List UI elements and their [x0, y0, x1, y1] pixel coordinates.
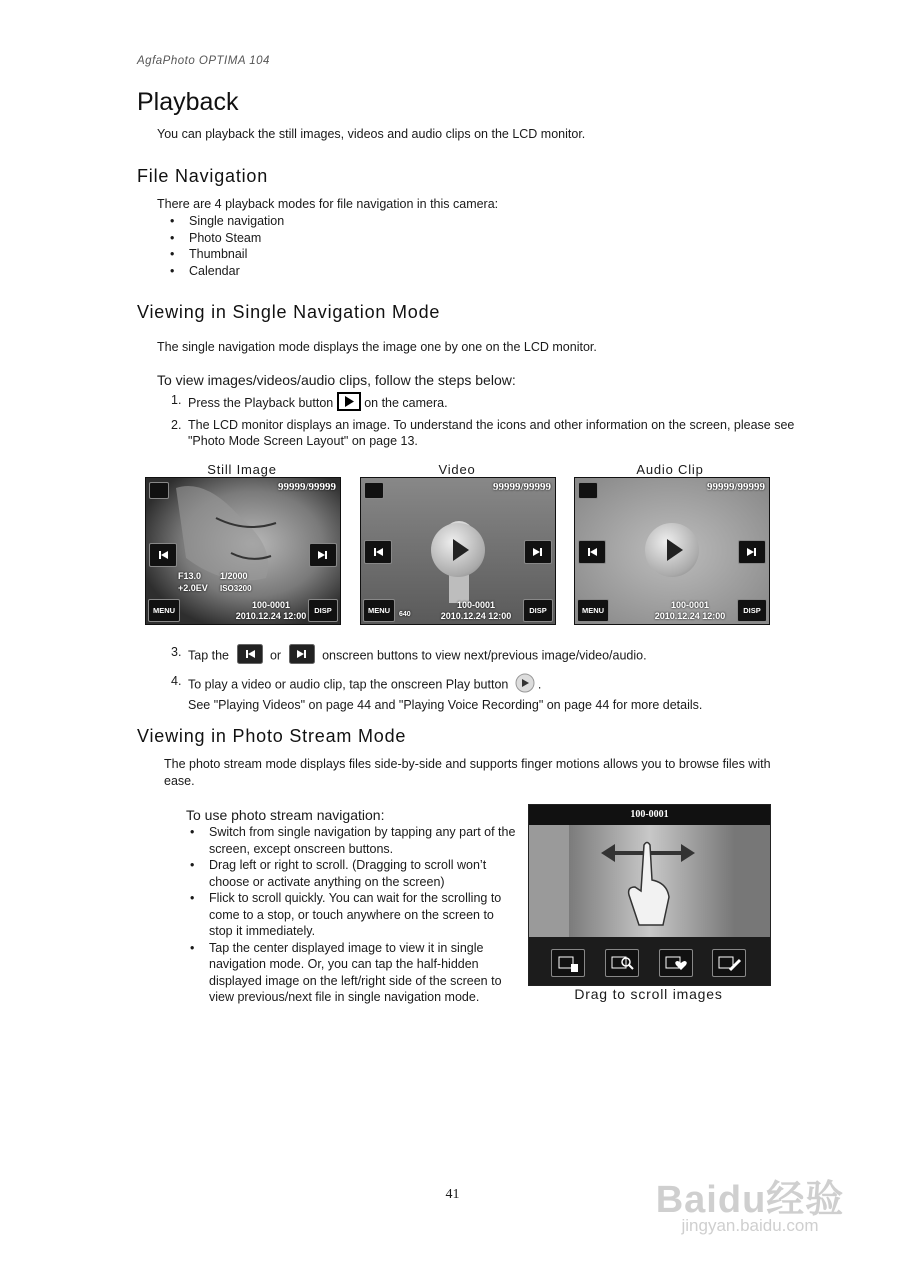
baidu-watermark-url: jingyan.baidu.com	[681, 1216, 819, 1235]
disp-button[interactable]: DISP	[308, 599, 338, 622]
step-1: 1. Press the Playback button on the camera.	[157, 392, 797, 416]
playback-button-icon	[337, 392, 361, 416]
file-navigation-heading: File Navigation	[137, 166, 269, 186]
list-item: • Calendar	[170, 263, 284, 280]
still-image-screen	[145, 477, 341, 625]
next-button[interactable]	[524, 540, 552, 564]
list-item: • Single navigation	[170, 213, 284, 230]
single-navigation-desc: The single navigation mode displays the image one by one on the LCD monitor.	[157, 340, 597, 354]
page-number: 41	[445, 1187, 460, 1202]
shutter-speed: 1/2000	[220, 571, 248, 581]
file-info: 100-0001 2010.12.24 12:00	[654, 600, 726, 621]
photo-stream-screen	[528, 804, 771, 986]
playback-mode-icon	[578, 482, 598, 499]
file-counter: 99999/99999	[277, 481, 336, 493]
next-button[interactable]	[738, 540, 766, 564]
edit-button[interactable]	[712, 949, 746, 977]
caption-audio-clip: Audio Clip	[636, 462, 704, 477]
list-item: • Switch from single navigation by tapping any part of the screen, except onscreen buttons.	[190, 824, 516, 857]
file-info: 100-0001 2010.12.24 12:00	[440, 600, 512, 621]
favorite-button[interactable]	[659, 949, 693, 977]
playback-modes-list	[170, 213, 284, 279]
menu-button[interactable]: MENU	[363, 599, 395, 622]
caption-video: Video	[438, 462, 476, 477]
steps-list	[157, 392, 797, 450]
stream-images	[529, 825, 770, 937]
aperture-value: F13.0	[178, 571, 202, 581]
stream-toolbar	[529, 937, 770, 985]
list-item: • Photo Steam	[170, 230, 284, 247]
intro-text: You can playback the still images, videos and audio clips on the LCD monitor.	[157, 127, 586, 141]
previous-button[interactable]	[578, 540, 606, 564]
step-4: 4. To play a video or audio clip, tap the onscreen Play button . See "Playing Videos" on page 44 and "Playing Voice Recording" on page 44 for more details.	[171, 673, 703, 712]
play-button[interactable]	[431, 523, 485, 577]
next-icon	[289, 644, 315, 669]
playback-mode-icon	[149, 482, 169, 499]
list-item: • Thumbnail	[170, 246, 284, 263]
exposure-compensation: +2.0EV	[178, 583, 208, 593]
caption-still-image: Still Image	[207, 462, 277, 477]
list-item: • Tap the center displayed image to view it in single navigation mode. Or, you can tap the half-hidden displayed image on the left/right side of the screen to view previous/next file in single navigation mode.	[190, 940, 516, 1006]
audio-clip-screen	[574, 477, 770, 625]
play-button[interactable]	[645, 523, 699, 577]
previous-icon	[237, 644, 263, 669]
menu-button[interactable]: MENU	[148, 599, 180, 622]
steps-list-continued	[157, 644, 797, 714]
photo-stream-list	[190, 824, 516, 1006]
video-screen	[360, 477, 556, 625]
list-item: • Flick to scroll quickly. You can wait for the scrolling to come to a stop, or touch anywhere on the screen to stop it immediately.	[190, 890, 516, 940]
photo-stream-desc: The photo stream mode displays files side-by-side and supports finger motions allows you to browse files with ease.	[164, 757, 771, 788]
playback-mode-icon	[364, 482, 384, 499]
single-navigation-heading: Viewing in Single Navigation Mode	[137, 302, 441, 322]
page-title: Playback	[137, 88, 239, 116]
disp-button[interactable]: DISP	[737, 599, 767, 622]
file-counter: 99999/99999	[492, 481, 551, 493]
photo-stream-heading: Viewing in Photo Stream Mode	[137, 726, 407, 746]
running-header: AgfaPhoto OPTIMA 104	[137, 55, 270, 67]
file-counter: 99999/99999	[706, 481, 765, 493]
step-3: 3. Tap the or onscreen buttons to view next/previous image/video/audio.	[157, 644, 797, 669]
baidu-watermark: Baidu经验	[655, 1179, 845, 1221]
delete-button[interactable]	[551, 949, 585, 977]
menu-button[interactable]: MENU	[577, 599, 609, 622]
file-navigation-lead: There are 4 playback modes for file navigation in this camera:	[157, 197, 499, 211]
file-info: 100-0001 2010.12.24 12:00	[235, 600, 307, 621]
photo-stream-caption: Drag to scroll images	[574, 986, 723, 1002]
previous-button[interactable]	[364, 540, 392, 564]
photo-stream-lead: To use photo stream navigation:	[186, 807, 385, 823]
zoom-button[interactable]	[605, 949, 639, 977]
iso-value: ISO3200	[220, 584, 252, 593]
step-2: 2. The LCD monitor displays an image. To understand the icons and other information on the screen, please see "Photo Mode Screen Layout" on page 13.	[171, 417, 795, 448]
disp-button[interactable]: DISP	[523, 599, 553, 622]
previous-button[interactable]	[149, 543, 177, 567]
list-item: • Drag left or right to scroll. (Dragging to scroll won’t choose or activate anything on the screen)	[190, 857, 516, 890]
steps-lead: To view images/videos/audio clips, follow the steps below:	[157, 372, 516, 388]
video-resolution: 640	[399, 611, 411, 618]
file-number: 100-0001	[529, 805, 770, 825]
next-button[interactable]	[309, 543, 337, 567]
play-icon	[514, 673, 536, 698]
